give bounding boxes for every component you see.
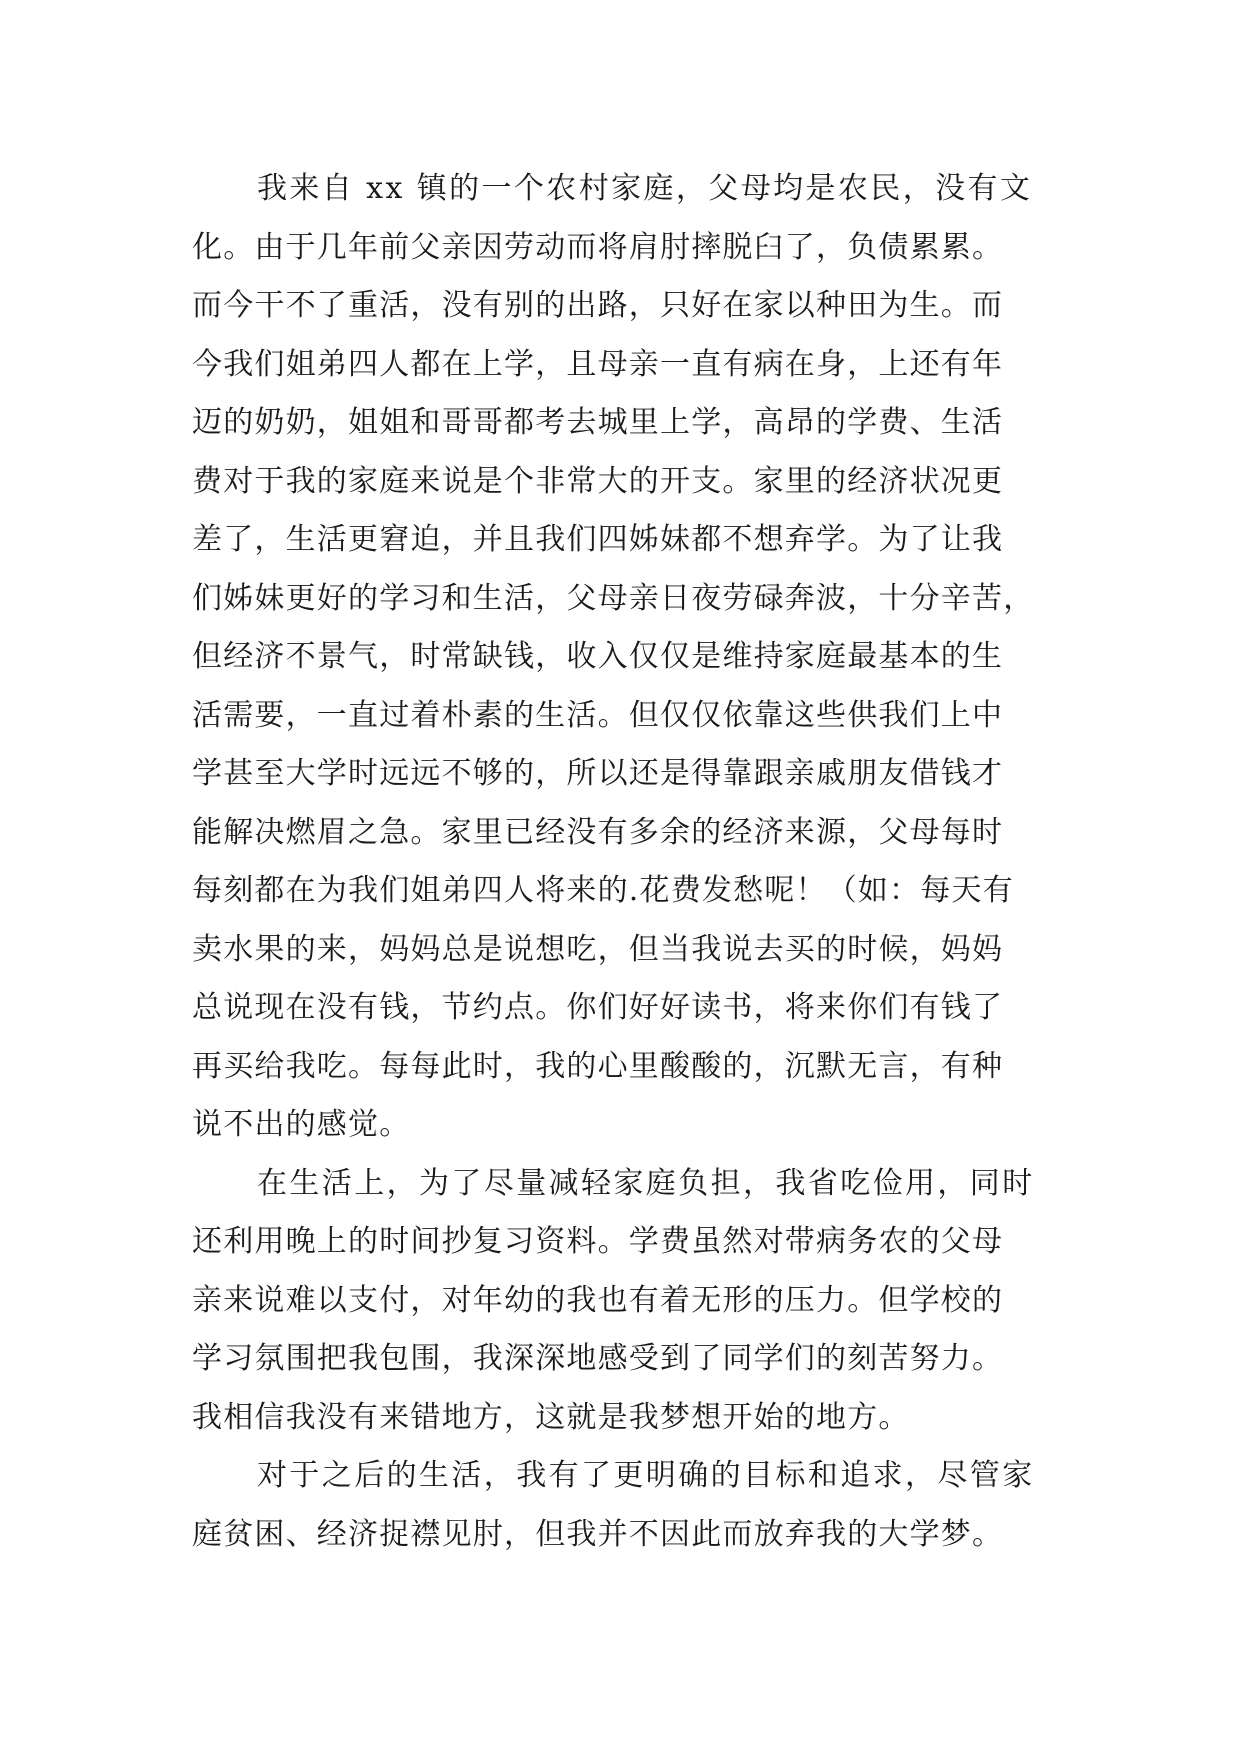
paragraph-line: 卖水果的来，妈妈总是说想吃，但当我说去买的时候，妈妈 — [192, 931, 1004, 967]
paragraph-line: 对于之后的生活，我有了更明确的目标和追求，尽管家 — [257, 1458, 1035, 1493]
document-body — [192, 160, 1072, 1564]
paragraph-line: 在生活上，为了尽量减轻家庭负担，我省吃俭用，同时 — [257, 1165, 1035, 1201]
paragraph-line: 我相信我没有来错地方，这就是我梦想开始的地方。 — [192, 1399, 910, 1435]
paragraph-line: 们姊妹更好的学习和生活，父母亲日夜劳碌奔波，十分辛苦， — [192, 580, 1035, 616]
paragraph-line: 庭贫困、经济捉襟见肘，但我并不因此而放弃我的大学梦。 — [192, 1516, 1004, 1552]
paragraph-line: 还利用晚上的时间抄复习资料。学费虽然对带病务农的父母 — [192, 1224, 1004, 1259]
paragraph-2 — [192, 1155, 1072, 1448]
paragraph-line: 能解决燃眉之急。家里已经没有多余的经济来源，父母每时 — [192, 814, 1004, 850]
paragraph-line: 每刻都在为我们姐弟四人将来的.花费发愁呢！（如：每天有 — [192, 873, 1014, 908]
paragraph-line: 差了，生活更窘迫，并且我们四姊妹都不想弃学。为了让我 — [192, 522, 1004, 557]
paragraph-line: 今我们姐弟四人都在上学，且母亲一直有病在身，上还有年 — [192, 346, 1004, 382]
paragraph-line: 我来自 xx 镇的一个农村家庭，父母均是农民，没有文 — [257, 171, 1033, 206]
paragraph-line: 迈的奶奶，姐姐和哥哥都考去城里上学，高昂的学费、生活 — [192, 405, 1004, 440]
paragraph-1 — [192, 160, 1072, 1155]
paragraph-line: 而今干不了重活，没有别的出路，只好在家以种田为生。而 — [192, 288, 1004, 323]
paragraph-line: 费对于我的家庭来说是个非常大的开支。家里的经济状况更 — [192, 463, 1004, 499]
paragraph-line: 化。由于几年前父亲因劳动而将肩肘摔脱臼了，负债累累。 — [192, 229, 1004, 265]
paragraph-3 — [192, 1447, 1072, 1564]
paragraph-line: 再买给我吃。每每此时，我的心里酸酸的，沉默无言，有种 — [192, 1048, 1004, 1084]
paragraph-line: 说不出的感觉。 — [192, 1107, 411, 1142]
paragraph-line: 活需要，一直过着朴素的生活。但仅仅依靠这些供我们上中 — [192, 697, 1004, 733]
paragraph-line: 学甚至大学时远远不够的，所以还是得靠跟亲戚朋友借钱才 — [192, 756, 1004, 791]
paragraph-line: 但经济不景气，时常缺钱，收入仅仅是维持家庭最基本的生 — [192, 639, 1004, 674]
paragraph-line: 学习氛围把我包围，我深深地感受到了同学们的刻苦努力。 — [192, 1341, 1004, 1376]
paragraph-line: 总说现在没有钱，节约点。你们好好读书，将来你们有钱了 — [192, 990, 1004, 1025]
paragraph-line: 亲来说难以支付，对年幼的我也有着无形的压力。但学校的 — [192, 1282, 1004, 1318]
